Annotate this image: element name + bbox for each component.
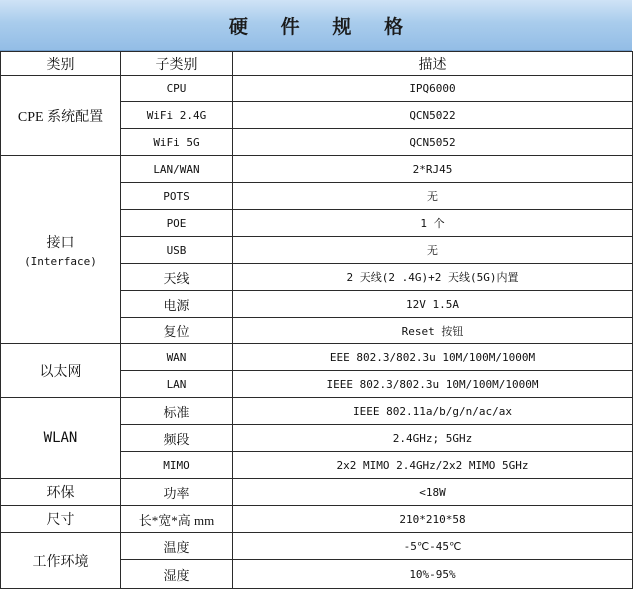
category-label: CPE 系统配置: [17, 109, 104, 125]
subcategory-cell: LAN: [121, 371, 233, 398]
subcategory-cell: 复位: [121, 318, 233, 344]
description-cell: Reset 按钮: [233, 318, 633, 344]
category-label: WLAN: [43, 430, 78, 446]
subcategory-cell: CPU: [121, 76, 233, 102]
description-cell: 2 天线(2 .4G)+2 天线(5G)内置: [233, 264, 633, 291]
subcategory-cell: 长*宽*高 mm: [121, 506, 233, 533]
description-cell: 1 个: [233, 210, 633, 237]
description-cell: 12V 1.5A: [233, 291, 633, 318]
category-cell: [1, 344, 121, 398]
subcategory-cell: 电源: [121, 291, 233, 318]
category-label: 接口: [46, 235, 75, 251]
description-cell: <18W: [233, 479, 633, 506]
header-description: 描述: [233, 52, 633, 76]
description-cell: 2.4GHz; 5GHz: [233, 425, 633, 452]
description-cell: QCN5052: [233, 129, 633, 156]
table-row: [1, 533, 633, 560]
description-cell: IEEE 802.3/802.3u 10M/100M/1000M: [233, 371, 633, 398]
table-row: [1, 398, 633, 425]
spec-body: [1, 76, 633, 589]
category-sublabel: (Interface): [24, 254, 97, 268]
subcategory-cell: 标准: [121, 398, 233, 425]
table-row: [1, 344, 633, 371]
category-cell: [1, 533, 121, 589]
category-cell: [1, 506, 121, 533]
category-cell: [1, 479, 121, 506]
description-cell: QCN5022: [233, 102, 633, 129]
category-cell: [1, 156, 121, 344]
header-row: [1, 52, 633, 76]
subcategory-cell: POTS: [121, 183, 233, 210]
description-cell: EEE 802.3/802.3u 10M/100M/1000M: [233, 344, 633, 371]
spec-table: [0, 51, 633, 589]
table-row: [1, 156, 633, 183]
category-label: 以太网: [39, 364, 82, 380]
header-subcategory: 子类别: [121, 52, 233, 76]
description-cell: 无: [233, 237, 633, 264]
category-label: 工作环境: [32, 554, 89, 570]
table-row: [1, 76, 633, 102]
subcategory-cell: WAN: [121, 344, 233, 371]
subcategory-cell: WiFi 2.4G: [121, 102, 233, 129]
subcategory-cell: WiFi 5G: [121, 129, 233, 156]
description-cell: 2*RJ45: [233, 156, 633, 183]
subcategory-cell: 频段: [121, 425, 233, 452]
subcategory-cell: 天线: [121, 264, 233, 291]
header-category: 类别: [1, 52, 121, 76]
category-label: 环保: [46, 486, 75, 501]
subcategory-cell: 功率: [121, 479, 233, 506]
category-cell: [1, 76, 121, 156]
table-row: [1, 479, 633, 506]
category-cell: [1, 398, 121, 479]
subcategory-cell: MIMO: [121, 452, 233, 479]
subcategory-cell: 温度: [121, 533, 233, 560]
description-cell: 10%-95%: [233, 560, 633, 589]
description-cell: -5℃-45℃: [233, 533, 633, 560]
subcategory-cell: LAN/WAN: [121, 156, 233, 183]
description-cell: 无: [233, 183, 633, 210]
subcategory-cell: 湿度: [121, 560, 233, 589]
subcategory-cell: USB: [121, 237, 233, 264]
category-label: 尺寸: [46, 513, 75, 528]
description-cell: IPQ6000: [233, 76, 633, 102]
page-title: 硬 件 规 格: [228, 16, 418, 38]
description-cell: 210*210*58: [233, 506, 633, 533]
title-bar: [0, 0, 632, 51]
description-cell: IEEE 802.11a/b/g/n/ac/ax: [233, 398, 633, 425]
table-row: [1, 506, 633, 533]
description-cell: 2x2 MIMO 2.4GHz/2x2 MIMO 5GHz: [233, 452, 633, 479]
subcategory-cell: POE: [121, 210, 233, 237]
